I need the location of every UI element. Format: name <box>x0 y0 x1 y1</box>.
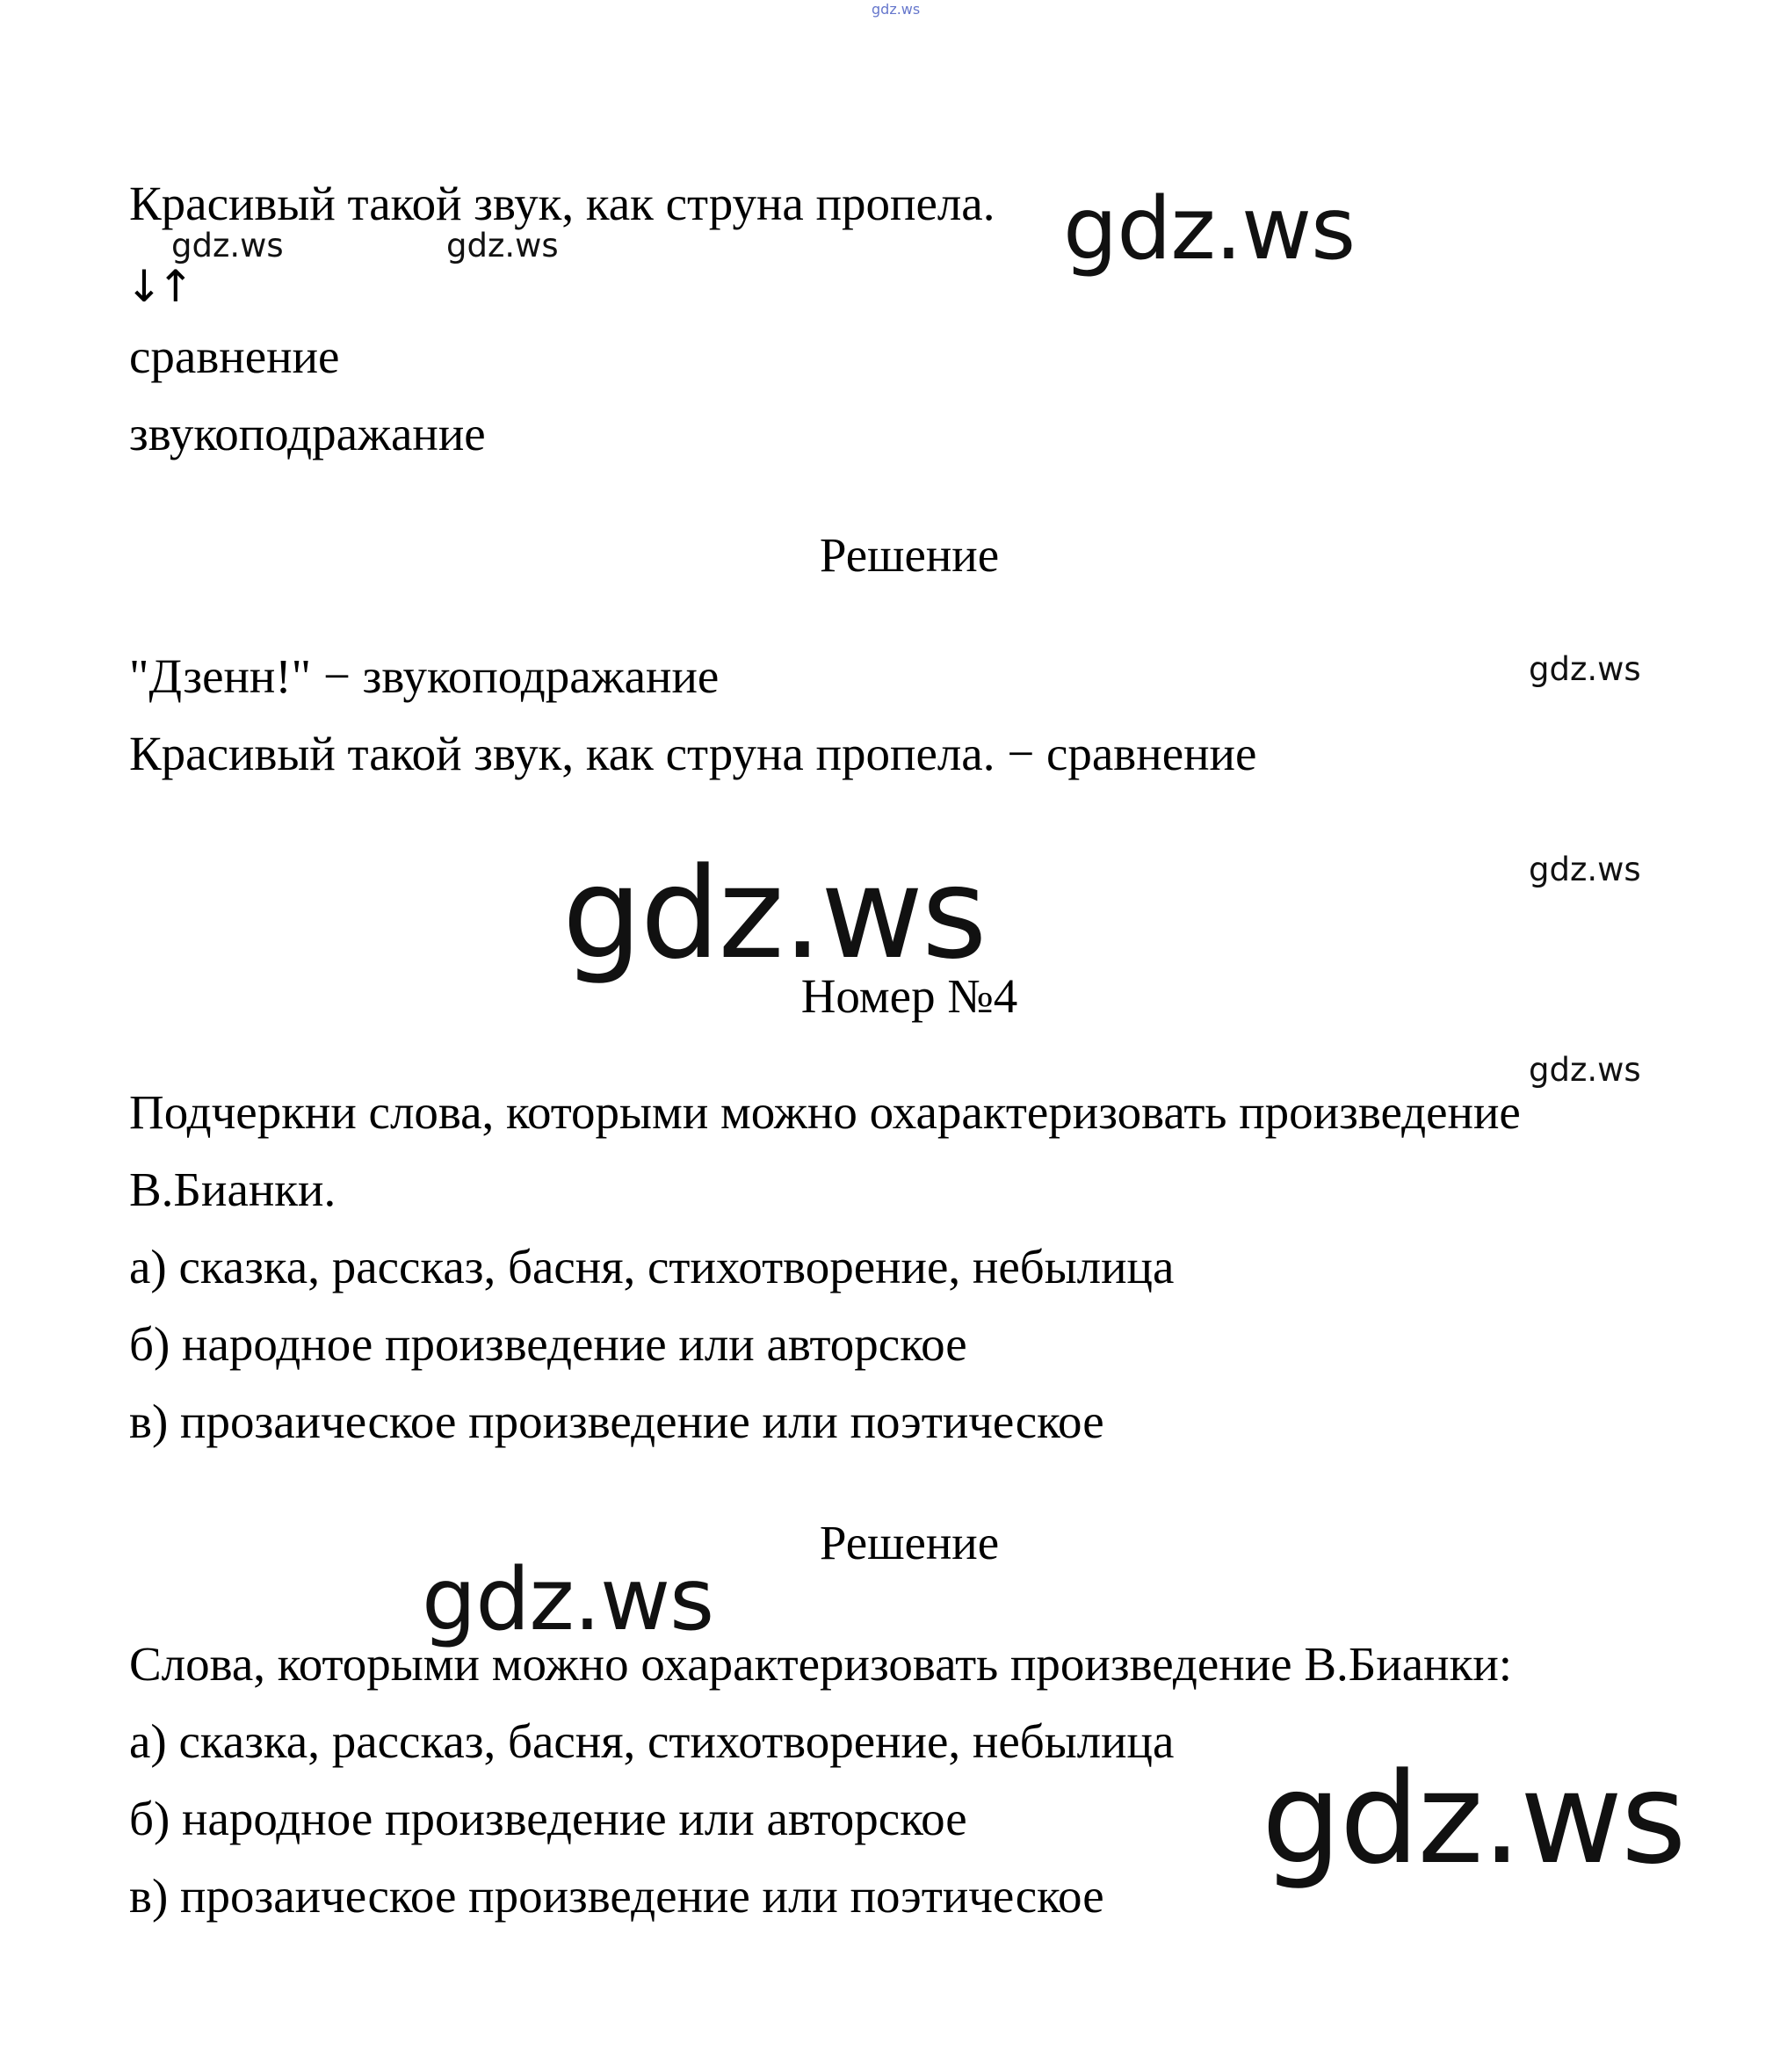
watermark-small-4: gdz.ws <box>1529 851 1641 888</box>
solution3-line2: Красивый такой звук, как струна пропела. − сравнение <box>129 727 1257 780</box>
arrows-icon: ↓↑ <box>126 261 189 312</box>
watermark-big-1: gdz.ws <box>1063 179 1356 279</box>
watermark-huge-2: gdz.ws <box>1262 1745 1685 1892</box>
solution4-option-b: б) народное произведение или авторское <box>129 1792 967 1845</box>
task4-question-line1: Подчеркни слова, которыми можно охарактеризовать произведение <box>129 1085 1521 1139</box>
task3-sentence: Красивый такой звук, как струна пропела. <box>129 177 995 230</box>
solution3-heading: Решение <box>819 528 1000 582</box>
task4-option-c: в) прозаическое произведение или поэтическое <box>129 1395 1104 1448</box>
label-comparison: сравнение <box>129 330 340 383</box>
watermark-small-1: gdz.ws <box>171 227 284 264</box>
label-onomatopoeia: звукоподражание <box>129 407 486 460</box>
solution4-option-c: в) прозаическое произведение или поэтическое <box>129 1869 1104 1923</box>
solution3-line1: "Дзенн!" − звукоподражание <box>129 649 720 703</box>
task4-heading: Номер №4 <box>800 969 1018 1023</box>
solution4-intro: Слова, которыми можно охарактеризовать произведение В.Бианки: <box>129 1637 1513 1691</box>
watermark-top: gdz.ws <box>872 1 921 18</box>
watermark-big-2: gdz.ws <box>422 1550 714 1650</box>
task4-option-a: а) сказка, рассказ, басня, стихотворение, небылица <box>129 1240 1175 1293</box>
solution4-heading: Решение <box>819 1516 1000 1569</box>
watermark-small-5: gdz.ws <box>1529 1051 1641 1089</box>
task4-option-b: б) народное произведение или авторское <box>129 1317 967 1371</box>
solution4-option-a: а) сказка, рассказ, басня, стихотворение, небылица <box>129 1714 1175 1768</box>
watermark-huge-1: gdz.ws <box>562 840 986 987</box>
watermark-small-3: gdz.ws <box>1529 650 1641 688</box>
watermark-small-2: gdz.ws <box>446 227 559 264</box>
task4-question-line2: В.Бианки. <box>129 1163 336 1216</box>
